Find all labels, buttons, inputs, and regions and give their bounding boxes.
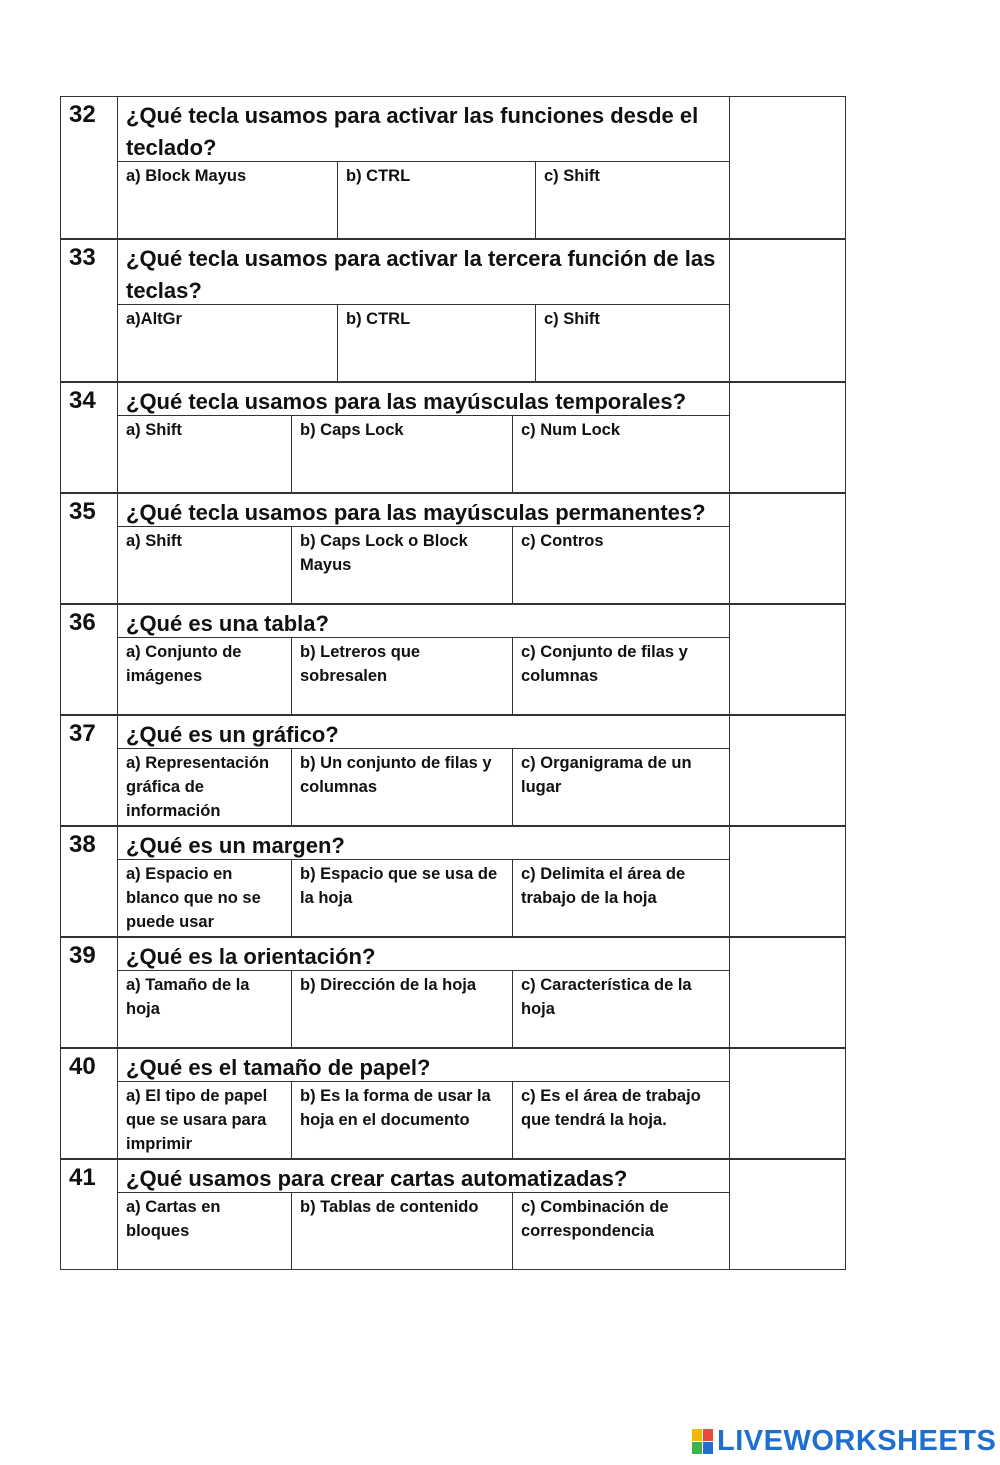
- question-row-40: [60, 1048, 846, 1159]
- question-text: ¿Qué es el tamaño de papel?: [118, 1049, 730, 1082]
- option-a[interactable]: a) Conjunto de imágenes: [118, 638, 292, 714]
- question-number: 35: [60, 493, 118, 604]
- option-b[interactable]: b) Caps Lock o Block Mayus: [292, 527, 513, 603]
- option-b[interactable]: b) Dirección de la hoja: [292, 971, 513, 1047]
- question-row-37: [60, 715, 846, 826]
- answer-box[interactable]: [729, 96, 846, 239]
- option-c[interactable]: c) Característica de la hoja: [521, 976, 692, 1018]
- option-c[interactable]: c) Delimita el área de trabajo de la hoja: [521, 865, 686, 907]
- liveworksheets-logo: [692, 1424, 996, 1458]
- option-a[interactable]: a) Shift: [118, 527, 292, 603]
- question-text: ¿Qué tecla usamos para las mayúsculas permanentes?: [118, 494, 730, 527]
- question-row-33: [60, 239, 846, 382]
- question-text: ¿Qué usamos para crear cartas automatizadas?: [118, 1160, 730, 1193]
- option-b[interactable]: b) Un conjunto de filas y columnas: [292, 749, 513, 825]
- question-row-41: [60, 1159, 846, 1270]
- option-b[interactable]: b) CTRL: [338, 305, 536, 381]
- question-body: [118, 382, 730, 493]
- option-b[interactable]: b) Espacio que se usa de la hoja: [292, 860, 513, 936]
- logo-wordmark: LIVEWORKSHEETS: [717, 1424, 997, 1457]
- options-row: [118, 971, 730, 1047]
- answer-box[interactable]: [729, 1048, 846, 1159]
- option-a[interactable]: a) Shift: [118, 416, 292, 492]
- question-text: ¿Qué tecla usamos para activar las funciones desde el teclado?: [118, 97, 730, 162]
- question-text: ¿Qué tecla usamos para las mayúsculas temporales?: [118, 383, 730, 416]
- options-row: [118, 162, 730, 238]
- question-text: ¿Qué es una tabla?: [118, 605, 730, 638]
- options-row: [118, 416, 730, 492]
- option-c[interactable]: c) Contros: [521, 532, 604, 550]
- question-number: 41: [60, 1159, 118, 1270]
- option-c[interactable]: c) Es el área de trabajo que tendrá la hoja.: [521, 1087, 701, 1129]
- question-body: [118, 493, 730, 604]
- question-row-38: [60, 826, 846, 937]
- option-c[interactable]: c) Organigrama de un lugar: [521, 754, 692, 796]
- question-number: 34: [60, 382, 118, 493]
- options-row: [118, 749, 730, 825]
- question-number: 40: [60, 1048, 118, 1159]
- option-c[interactable]: c) Shift: [544, 167, 600, 185]
- question-body: [118, 604, 730, 715]
- option-b[interactable]: b) Letreros que sobresalen: [292, 638, 513, 714]
- option-c[interactable]: c) Num Lock: [521, 421, 621, 439]
- answer-box[interactable]: [729, 1159, 846, 1270]
- option-c[interactable]: c) Shift: [544, 310, 600, 328]
- options-row: [118, 527, 730, 603]
- option-a[interactable]: a)AltGr: [118, 305, 338, 381]
- question-number: 33: [60, 239, 118, 382]
- option-c[interactable]: c) Combinación de correspondencia: [521, 1198, 669, 1240]
- question-text: ¿Qué tecla usamos para activar la tercera función de las teclas?: [118, 240, 730, 305]
- option-a[interactable]: a) Block Mayus: [118, 162, 338, 238]
- options-row: [118, 860, 730, 936]
- question-body: [118, 715, 730, 826]
- answer-box[interactable]: [729, 826, 846, 937]
- option-a[interactable]: a) Tamaño de la hoja: [118, 971, 292, 1047]
- question-row-39: [60, 937, 846, 1048]
- question-row-32: [60, 96, 846, 239]
- question-number: 37: [60, 715, 118, 826]
- question-body: [118, 96, 730, 239]
- question-body: [118, 937, 730, 1048]
- question-body: [118, 1048, 730, 1159]
- answer-box[interactable]: [729, 239, 846, 382]
- options-row: [118, 1193, 730, 1269]
- answer-box[interactable]: [729, 937, 846, 1048]
- logo-mark-icon: [692, 1429, 713, 1454]
- question-number: 39: [60, 937, 118, 1048]
- option-b[interactable]: b) Caps Lock: [292, 416, 513, 492]
- option-b[interactable]: b) Tablas de contenido: [292, 1193, 513, 1269]
- question-number: 36: [60, 604, 118, 715]
- option-b[interactable]: b) CTRL: [338, 162, 536, 238]
- question-text: ¿Qué es un margen?: [118, 827, 730, 860]
- options-row: [118, 1082, 730, 1158]
- answer-box[interactable]: [729, 382, 846, 493]
- question-number: 32: [60, 96, 118, 239]
- question-row-34: [60, 382, 846, 493]
- option-c[interactable]: c) Conjunto de filas y columnas: [521, 643, 688, 685]
- option-a[interactable]: a) Representación gráfica de información: [118, 749, 292, 825]
- answer-box[interactable]: [729, 604, 846, 715]
- answer-box[interactable]: [729, 715, 846, 826]
- question-text: ¿Qué es un gráfico?: [118, 716, 730, 749]
- question-number: 38: [60, 826, 118, 937]
- options-row: [118, 638, 730, 714]
- option-b[interactable]: b) Es la forma de usar la hoja en el documento: [292, 1082, 513, 1158]
- question-row-35: [60, 493, 846, 604]
- question-row-36: [60, 604, 846, 715]
- option-a[interactable]: a) Cartas en bloques: [118, 1193, 292, 1269]
- option-a[interactable]: a) El tipo de papel que se usara para imprimir: [118, 1082, 292, 1158]
- options-row: [118, 305, 730, 381]
- question-body: [118, 239, 730, 382]
- question-body: [118, 1159, 730, 1270]
- question-text: ¿Qué es la orientación?: [118, 938, 730, 971]
- option-a[interactable]: a) Espacio en blanco que no se puede usar: [118, 860, 292, 936]
- question-body: [118, 826, 730, 937]
- answer-box[interactable]: [729, 493, 846, 604]
